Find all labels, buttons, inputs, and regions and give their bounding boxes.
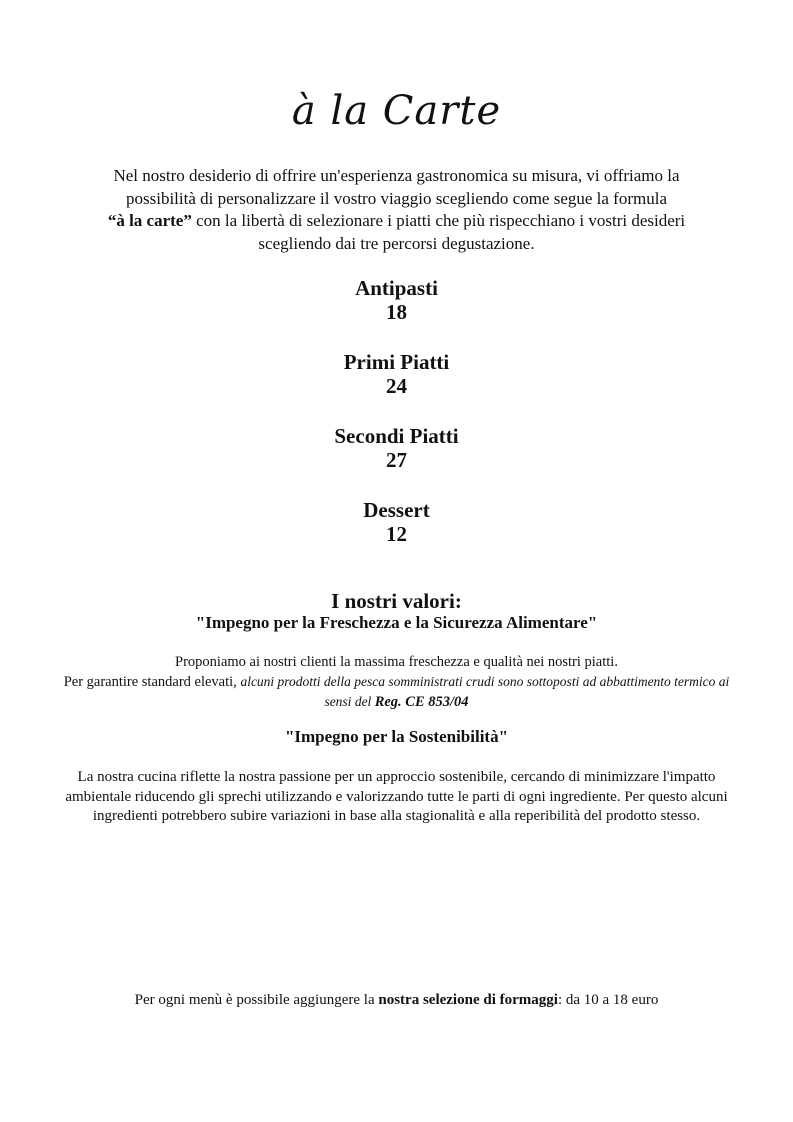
- course-name: Primi Piatti: [343, 350, 450, 374]
- freshness-line-2: Per garantire standard elevati,: [63, 674, 241, 690]
- cheese-note-end: : da 10 a 18 euro: [557, 992, 659, 1008]
- course-name: Antipasti: [355, 276, 438, 300]
- intro-line-1: Nel nostro desiderio di offrire un'esperienza gastronomica su misura, vi offriamo la: [113, 166, 680, 185]
- page-title: à la Carte: [291, 88, 502, 134]
- values-title: I nostri valori:: [331, 589, 462, 613]
- course-price: 12: [386, 522, 407, 546]
- cheese-note-start: Per ogni menù è possibile aggiungere la: [134, 992, 379, 1008]
- freshness-paragraph: [60, 653, 733, 712]
- freshness-italic: alcuni prodotti della pesca somministrati crudi sono sottoposti ad abbattimento termico ai sensi del: [240, 674, 730, 709]
- regulation-reference: Reg. CE 853/04: [374, 694, 469, 710]
- intro-line-4: scegliendo dai tre percorsi degustazione.: [258, 233, 535, 253]
- sustainability-heading: "Impegno per la Sostenibilità": [284, 727, 509, 746]
- cheese-note: [0, 992, 793, 1009]
- course-name: Dessert: [363, 498, 430, 522]
- course-price: 24: [386, 374, 407, 398]
- course-name: Secondi Piatti: [334, 424, 459, 448]
- course-item: [0, 350, 793, 424]
- intro-line-3: con la libertà di selezionare i piatti che più rispecchiano i vostri desideri: [191, 211, 686, 230]
- course-item: [0, 424, 793, 498]
- intro-line-2: possibilità di personalizzare il vostro viaggio scegliendo come segue la formula: [125, 188, 667, 208]
- intro-highlight: “à la carte”: [107, 211, 192, 230]
- sustainability-paragraph: La nostra cucina riflette la nostra passione per un approccio sostenibile, cercando di minimizzare l'impatto ambientale riducendo gli sprechi utilizzando e valorizzando tutte le parti di ogni ingrediente. Per questo alcuni ingredienti potrebbero subire variazioni in base alla stagionalità e alla reperibilità del prodotto stesso.: [65, 769, 728, 824]
- course-item: [0, 276, 793, 350]
- course-item: [0, 498, 793, 572]
- freshness-heading: "Impegno per la Freschezza e la Sicurezza Alimentare": [195, 613, 598, 632]
- course-list: [0, 276, 793, 572]
- intro-paragraph: [70, 165, 723, 255]
- cheese-note-bold: nostra selezione di formaggi: [378, 992, 558, 1008]
- course-price: 27: [386, 448, 407, 472]
- freshness-line-1: Proponiamo ai nostri clienti la massima freschezza e qualità nei nostri piatti.: [175, 654, 618, 670]
- course-price: 18: [386, 300, 407, 324]
